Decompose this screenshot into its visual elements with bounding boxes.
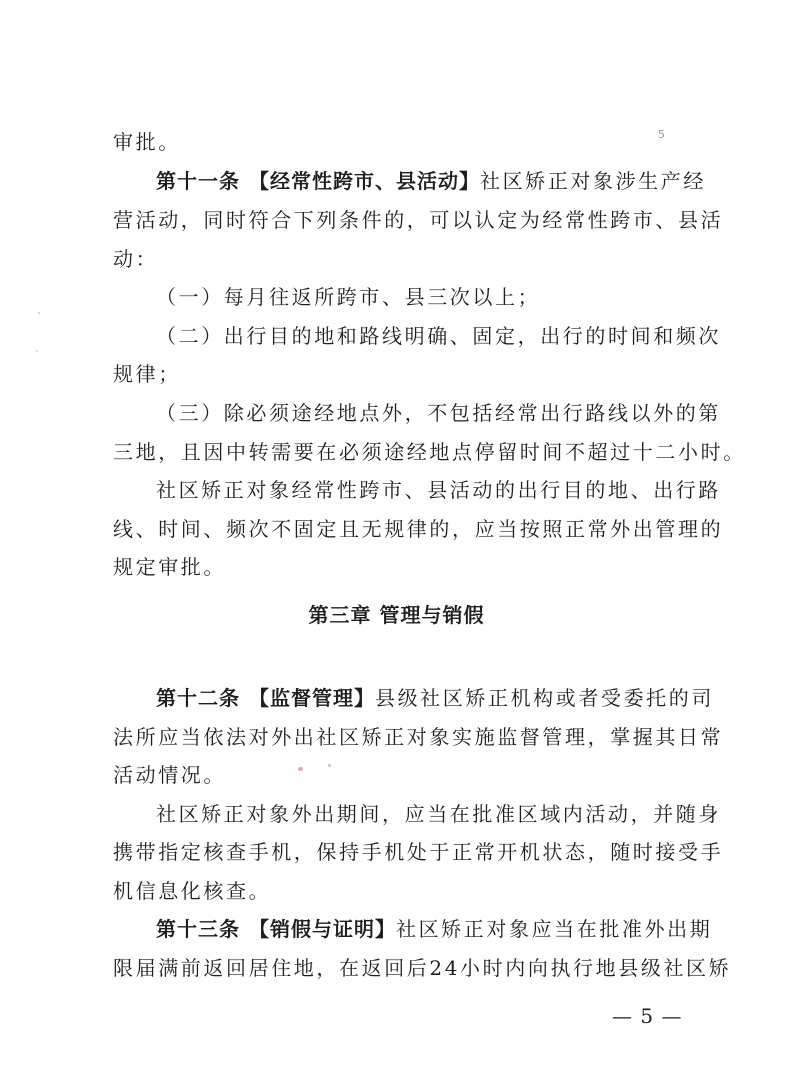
text-line: 营活动，同时符合下列条件的，可以认定为经常性跨市、县活 [113, 208, 724, 232]
article-11-text: 社区矫正对象涉生产经 [479, 169, 706, 193]
article-13-title: 【销假与证明】 [248, 917, 396, 941]
article-13-text: 社区矫正对象应当在批准外出期 [395, 917, 713, 941]
text-line: 限届满前返回居住地，在返回后24小时内向执行地县级社区矫 [113, 956, 732, 980]
text-line: 线、时间、频次不固定且无规律的，应当按照正常外出管理的 [113, 517, 724, 541]
text-line: 审批。 [113, 130, 181, 154]
condition-1: （一）每月往返所跨市、县三次以上； [156, 285, 541, 309]
article-13-label: 第十三条 [156, 917, 240, 941]
text-line: 活动情况。 [113, 763, 226, 787]
article-13-first-line [156, 914, 713, 944]
chapter-heading: 第三章 管理与销假 [308, 603, 485, 627]
text-line: 规律； [113, 362, 181, 386]
corner-page-mark: 5 [658, 128, 665, 141]
article-11-title: 【经常性跨市、县活动】 [248, 169, 480, 193]
text-line: 法所应当依法对外出社区矫正对象实施监督管理，掌握其日常 [113, 725, 724, 749]
text-line: 携带指定核查手机，保持手机处于正常开机状态，随时接受手 [113, 840, 724, 864]
text-line: 三地，且因中转需要在必须途经地点停留时间不超过十二小时。 [113, 440, 746, 464]
article-12-title: 【监督管理】 [248, 686, 375, 710]
article-12-first-line [156, 683, 714, 713]
text-line: 规定审批。 [113, 555, 226, 579]
condition-2: （二）出行目的地和路线明确、固定，出行的时间和频次 [156, 324, 721, 348]
text-line: 机信息化核查。 [113, 879, 272, 903]
paragraph-line: 社区矫正对象外出期间，应当在批准区域内活动，并随身 [156, 802, 721, 826]
article-11-first-line [156, 166, 706, 196]
article-12-text: 县级社区矫正机构或者受委托的司 [374, 686, 714, 710]
scan-speck [328, 764, 331, 767]
article-11-label: 第十一条 [156, 169, 240, 193]
condition-3: （三）除必须途经地点外，不包括经常出行路线以外的第 [156, 401, 721, 425]
scan-speck [298, 767, 303, 771]
scan-speck [38, 312, 40, 314]
text-line: 动： [113, 247, 159, 271]
article-12-label: 第十二条 [156, 686, 240, 710]
page-number: — 5 — [612, 1004, 683, 1028]
scan-speck [36, 350, 38, 352]
paragraph-line: 社区矫正对象经常性跨市、县活动的出行目的地、出行路 [156, 478, 721, 502]
